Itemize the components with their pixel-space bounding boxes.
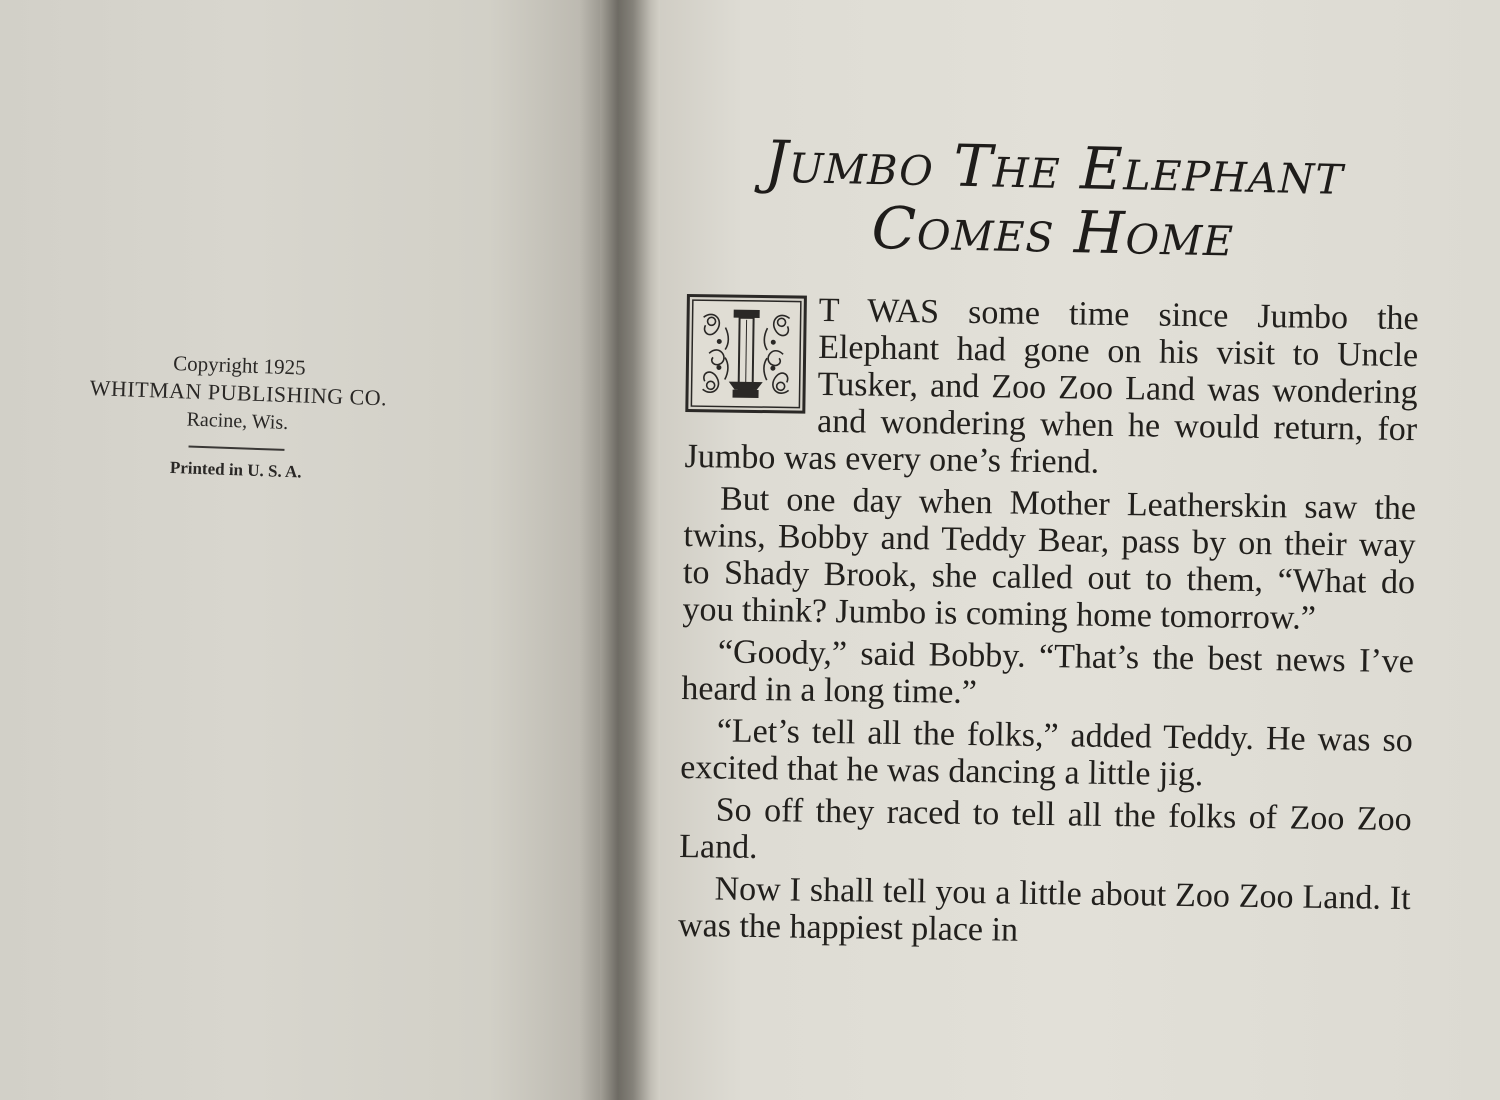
printed-in-line: Printed in U. S. A. [169,457,302,482]
paragraph-3: “Goody,” said Bobby. “That’s the best news I’ve heard in a long time.” [681,633,1415,712]
chapter-title-line-2: Comes Home [870,193,1235,270]
copyright-imprint [55,345,419,487]
paragraph-1: T WAS some time since Jumbo the Elephant had gone on his visit to Uncle Tusker, and Zoo Zoo Land was wondering and wondering when he would return, for Jumbo was every one’s friend. [684,291,1419,481]
left-page [0,0,610,1100]
copyright-line: Copyright 1925 [172,350,306,380]
publisher-name: WHITMAN PUBLISHING CO. [89,375,388,411]
paragraph-6: Now I shall tell you a little about Zoo Zoo Land. It was the happiest place in [677,870,1411,949]
book-gutter [600,0,660,1100]
paragraph-5: So off they raced to tell all the folks of Zoo Zoo Land. [678,791,1412,867]
paragraph-4: “Let’s tell all the folks,” added Teddy. He was so excited that he was dancing a little jig. [680,712,1414,794]
chapter-title-line-1: Jumbo The Elephant [763,127,1345,208]
imprint-rule [188,446,284,451]
paragraph-2: But one day when Mother Leatherskin saw the twins, Bobby and Teddy Bear, pass by on their way to Shady Brook, she called out to them, “What do you think? Jumbo is coming home tomorrow.” [682,480,1417,637]
story-text [678,290,1419,959]
drop-cap-ornament [685,294,807,414]
chapter-title [682,128,1425,271]
publisher-city: Racine, Wis. [186,408,289,435]
